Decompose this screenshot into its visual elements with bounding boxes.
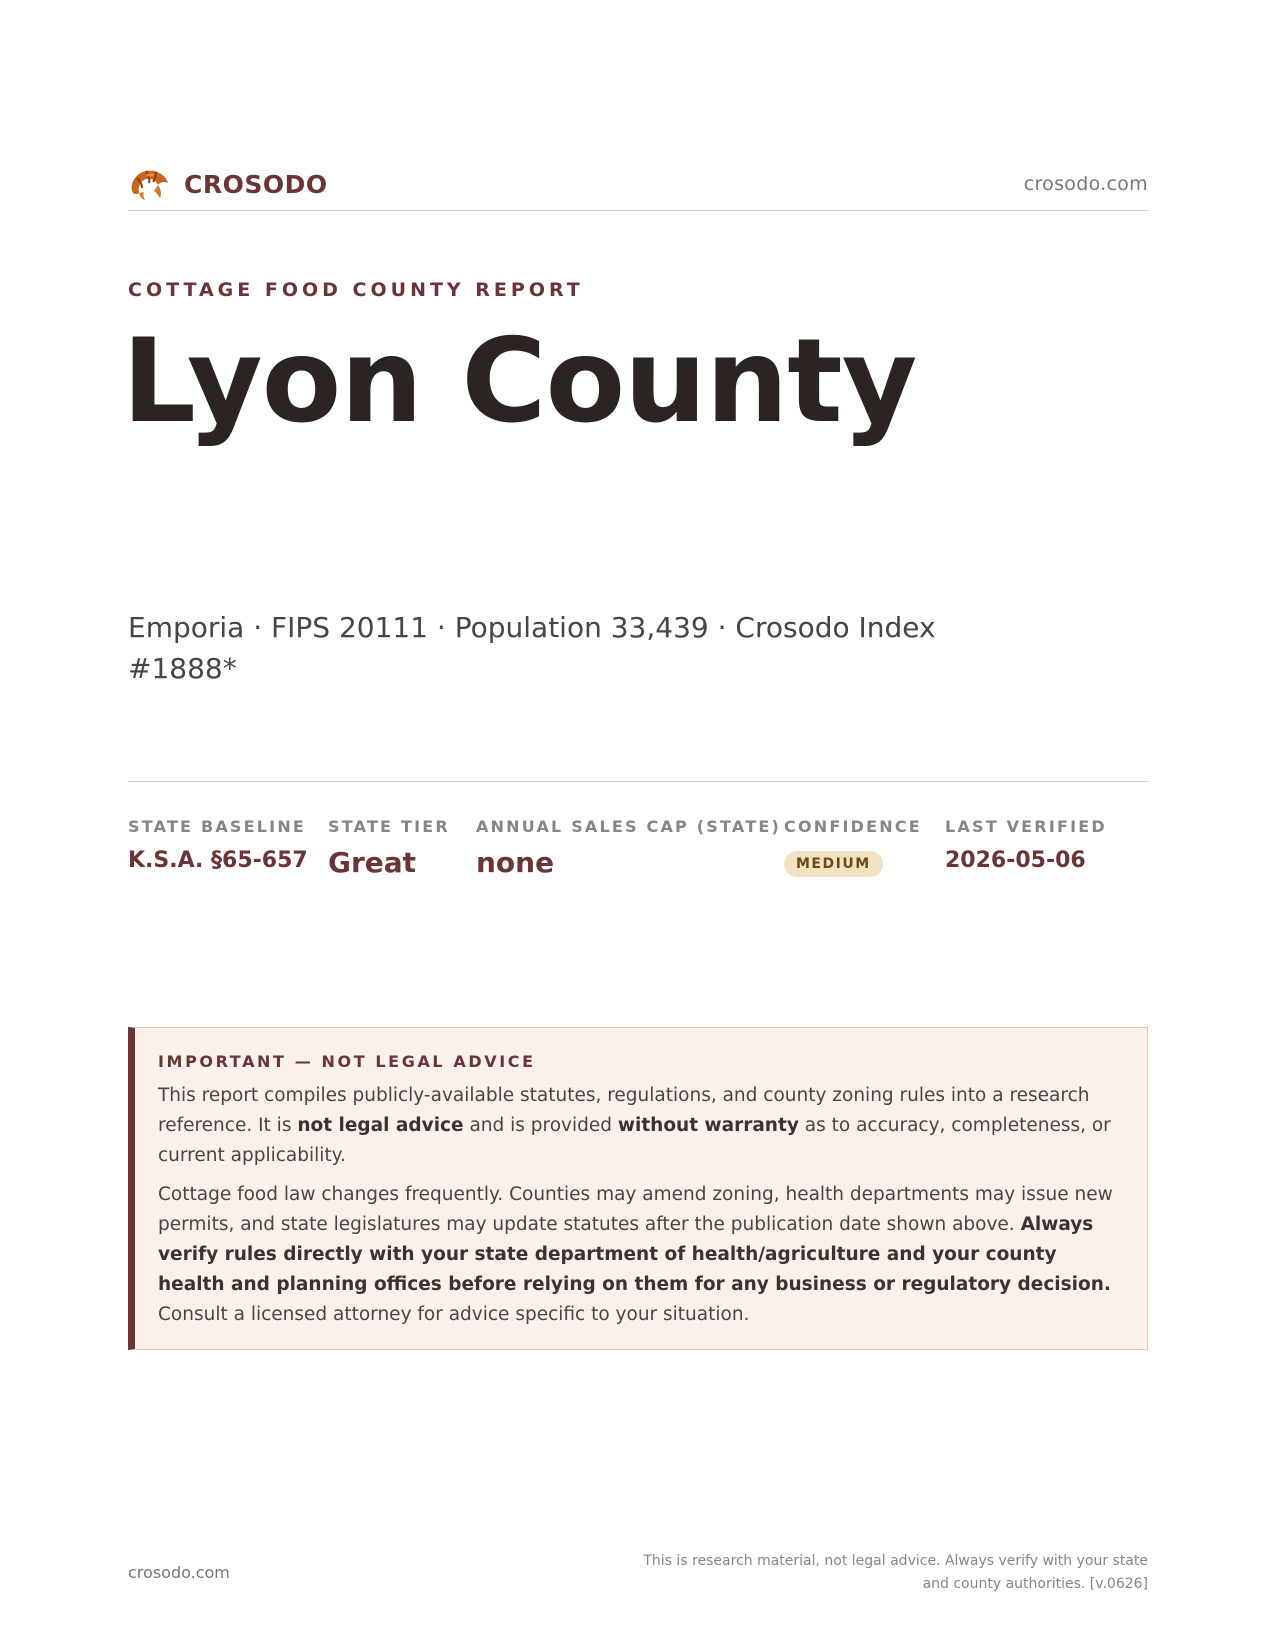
report-page [122, 0, 1148, 1650]
stat-last-verified [945, 817, 1107, 873]
brand-name: CROSODO [184, 169, 328, 199]
stat-confidence [784, 817, 922, 877]
brand [128, 163, 328, 205]
notice-paragraph-2 [158, 1180, 1121, 1330]
notice-paragraph-1 [158, 1081, 1121, 1171]
header-url[interactable]: crosodo.com [1023, 173, 1148, 195]
page-header [128, 158, 1148, 210]
stat-label: STATE TIER [328, 817, 450, 836]
stat-label: CONFIDENCE [784, 817, 922, 836]
stat-value: 2026-05-06 [945, 848, 1086, 873]
notice-text: Cottage food law changes frequently. Counties may amend zoning, health departments may issue new permits, and state legislatures may update statutes after the publication date shown above. [158, 1184, 1113, 1235]
croissant-icon [128, 163, 170, 205]
footer-disclaimer [608, 1550, 1148, 1596]
stat-state-tier [328, 817, 450, 879]
stat-label: STATE BASELINE [128, 817, 307, 836]
confidence-badge: MEDIUM [784, 851, 883, 877]
stat-label: ANNUAL SALES CAP (STATE) [476, 817, 781, 836]
notice-emphasis: without warranty [617, 1115, 799, 1136]
notice-text: and is provided [463, 1115, 618, 1136]
header-divider [128, 210, 1148, 211]
county-subtitle: Emporia · FIPS 20111 · Population 33,439 · Crosodo Index #1888* [128, 611, 936, 685]
stats-divider [128, 781, 1148, 782]
footer-url[interactable]: crosodo.com [128, 1563, 230, 1582]
footer-disclaimer-line: This is research material, not legal advice. Always verify with your state [643, 1553, 1148, 1569]
notice-text: as to accuracy, completeness, or current applicability. [158, 1115, 1111, 1166]
stat-value: K.S.A. §65-657 [128, 848, 308, 873]
stat-annual-sales-cap [476, 817, 781, 879]
footer-disclaimer-line: and county authorities. [v.0626] [922, 1576, 1148, 1592]
notice-emphasis: not legal advice [297, 1115, 464, 1136]
page-title: Lyon County [122, 314, 917, 449]
notice-emphasis: Always verify rules directly with your state department of health/agriculture and your county health and planning offices before relying on them for any business or regulatory decision. [158, 1214, 1111, 1295]
notice-text: Consult a licensed attorney for advice specific to your situation. [158, 1304, 750, 1325]
stat-state-baseline [128, 817, 308, 873]
stat-value: none [476, 846, 555, 879]
report-eyebrow: COTTAGE FOOD COUNTY REPORT [128, 279, 584, 301]
stat-label: LAST VERIFIED [945, 817, 1107, 836]
notice-title: IMPORTANT — NOT LEGAL ADVICE [158, 1052, 536, 1071]
legal-notice [128, 1027, 1148, 1350]
notice-text: This report compiles publicly-available statutes, regulations, and county zoning rules into a research reference. It is [158, 1085, 1090, 1136]
stat-value: Great [328, 846, 417, 879]
